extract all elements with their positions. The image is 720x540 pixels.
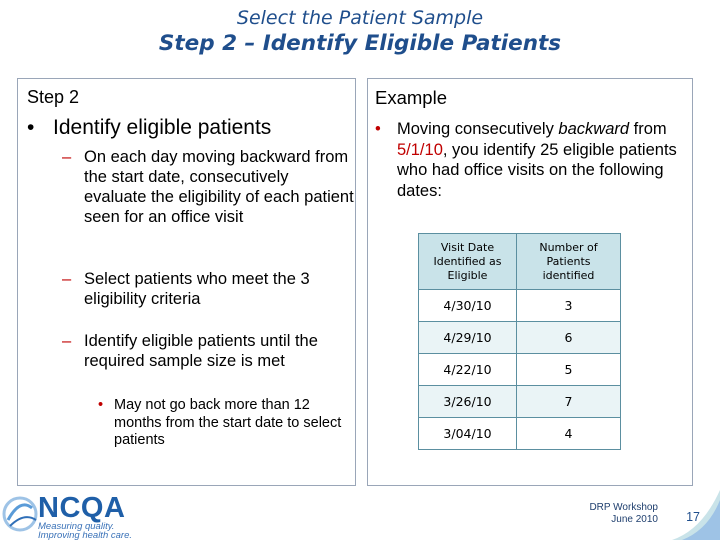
bullet-dot-icon: • bbox=[98, 397, 104, 413]
sub-sub-item-text: May not go back more than 12 months from the start date to select patients bbox=[114, 397, 342, 448]
table-cell-date: 3/26/10 bbox=[419, 386, 517, 418]
visit-table bbox=[418, 233, 621, 450]
example-text bbox=[375, 119, 687, 201]
title-line-2: Step 2 – Identify Eligible Patients bbox=[158, 31, 562, 56]
table-row bbox=[419, 354, 621, 386]
dash-icon: – bbox=[62, 148, 72, 166]
table-cell-date: 3/04/10 bbox=[419, 418, 517, 450]
example-date: 5/1/10 bbox=[397, 140, 443, 159]
example-text-part: , you identify 25 eligible patients who had office visits on the following dates: bbox=[397, 140, 677, 200]
bullet-dot-icon: • bbox=[27, 116, 35, 139]
footer-info bbox=[589, 502, 658, 526]
table-header-cell: Number of Patients identified bbox=[517, 234, 621, 290]
table-cell-count: 4 bbox=[517, 418, 621, 450]
example-title: Example bbox=[375, 87, 447, 108]
left-panel bbox=[17, 78, 356, 486]
table-cell-count: 6 bbox=[517, 322, 621, 354]
footer-event: DRP Workshop bbox=[589, 502, 658, 513]
table-cell-date: 4/29/10 bbox=[419, 322, 517, 354]
table-cell-count: 5 bbox=[517, 354, 621, 386]
sub-item-text: Select patients who meet the 3 eligibility criteria bbox=[84, 270, 310, 308]
sub-item bbox=[62, 331, 354, 371]
table-header-cell: Visit Date Identified as Eligible bbox=[419, 234, 517, 290]
table-cell-count: 3 bbox=[517, 290, 621, 322]
dash-icon: – bbox=[62, 270, 72, 288]
tagline-line: Measuring quality. bbox=[38, 521, 115, 532]
slide-title bbox=[0, 6, 720, 58]
sub-item bbox=[62, 269, 354, 309]
table-row bbox=[419, 322, 621, 354]
dash-icon: – bbox=[62, 332, 72, 350]
main-bullet bbox=[27, 115, 347, 140]
tagline-line: Improving health care. bbox=[38, 530, 132, 540]
page-number: 17 bbox=[686, 510, 700, 524]
example-text-part: from bbox=[629, 120, 667, 138]
table-row bbox=[419, 386, 621, 418]
example-text-part: Moving consecutively bbox=[397, 120, 559, 138]
right-panel bbox=[367, 78, 693, 486]
example-italic-word: backward bbox=[558, 120, 630, 138]
table-cell-count: 7 bbox=[517, 386, 621, 418]
sub-item-text: Identify eligible patients until the required sample size is met bbox=[84, 332, 318, 370]
footer-date: June 2010 bbox=[611, 514, 658, 525]
sub-item-text: On each day moving backward from the start date, consecutively evaluate the eligibility of each patient seen for an office visit bbox=[84, 148, 354, 226]
bullet-dot-icon: • bbox=[375, 120, 381, 138]
step-label: Step 2 bbox=[27, 87, 80, 107]
logo-text: NCQA bbox=[38, 492, 126, 524]
table-cell-date: 4/22/10 bbox=[419, 354, 517, 386]
table-header-row bbox=[419, 234, 621, 290]
table-cell-date: 4/30/10 bbox=[419, 290, 517, 322]
example-bullet bbox=[375, 119, 687, 201]
sub-item bbox=[62, 147, 354, 227]
sub-sub-item bbox=[98, 397, 352, 450]
main-bullet-text: Identify eligible patients bbox=[53, 116, 272, 139]
logo-tagline bbox=[38, 522, 148, 540]
title-line-1: Select the Patient Sample bbox=[236, 7, 484, 29]
table-row bbox=[419, 418, 621, 450]
table-row bbox=[419, 290, 621, 322]
